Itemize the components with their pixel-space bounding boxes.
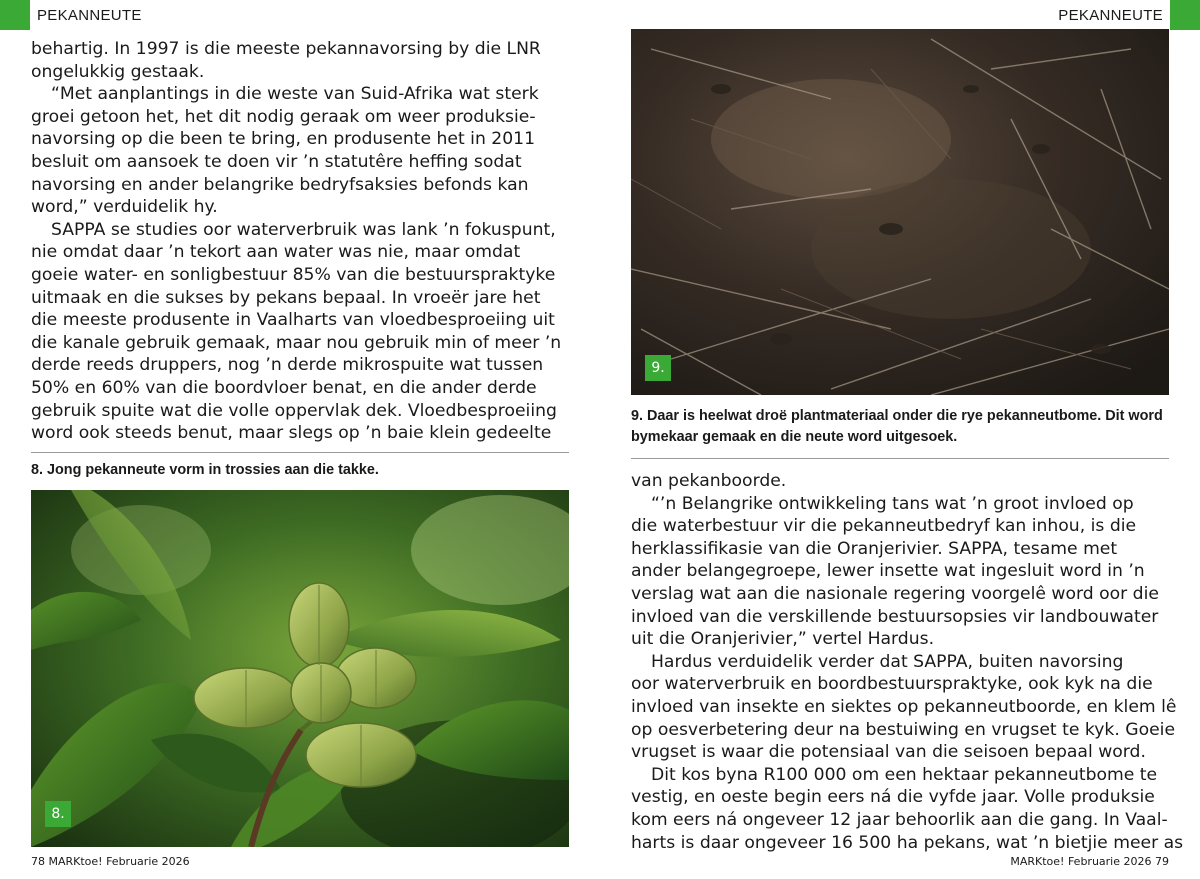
text-line: behartig. In 1997 is die meeste pekannavorsing by die LNR xyxy=(31,39,541,59)
text-line: die waterbestuur vir die pekanneutbedryf kan inhou, is die xyxy=(631,516,1137,537)
text-line: herklassifikasie van die Oranjerivier. SAPPA, tesame met xyxy=(631,538,1118,559)
text-line: besluit om aansoek te doen vir ’n statutêre heffing sodat xyxy=(31,151,522,172)
text-line: gebruik spuite wat die volle oppervlak dek. Vloedbesproeiing xyxy=(31,400,557,421)
text-line: vestig, en oeste begin eers ná die vyfde jaar. Volle produksie xyxy=(631,787,1155,808)
text-line: SAPPA se studies oor waterverbruik was lank ’n fokuspunt, xyxy=(51,219,556,240)
text-line: navorsing en ander belangrike bedryfsaksies befonds kan xyxy=(31,174,529,195)
text-line: verslag wat aan die nasionale regering voorgelê word oor die xyxy=(631,583,1159,604)
left-body-text xyxy=(31,38,561,445)
text-line: die kanale gebruik gemaak, maar nou gebruik min of meer ’n xyxy=(31,332,562,353)
page-folio-left: 78 MARKtoe! Februarie 2026 xyxy=(31,855,190,868)
text-line: ongelukkig gestaak. xyxy=(31,61,205,82)
text-line: oor waterverbruik en boordbestuurspraktyke, ook kyk na die xyxy=(631,674,1153,695)
orchard-floor-illustration xyxy=(631,29,1169,395)
text-line: goeie water- en sonligbestuur 85% van die bestuurspraktyke xyxy=(31,264,556,285)
text-line: van pekanboorde. xyxy=(631,471,787,491)
text-line: derde reeds druppers, nog ’n derde mikrospuite wat tussen xyxy=(31,355,544,376)
text-line: word ook steeds benut, maar slegs op ’n baie klein gedeelte xyxy=(31,423,552,444)
section-label: PEKANNEUTE xyxy=(37,6,142,24)
text-line: die meeste produsente in Vaalharts van vloedbesproeiing uit xyxy=(31,310,555,331)
figure-8-label: 8. xyxy=(45,801,71,827)
orchard-floor-photo xyxy=(631,29,1169,395)
text-line: Hardus verduidelik verder dat SAPPA, buiten navorsing xyxy=(651,651,1124,672)
section-tab-right xyxy=(1058,0,1200,30)
figure-8-caption: 8. Jong pekanneute vorm in trossies aan die takke. xyxy=(31,462,379,478)
text-line: op oesverbetering deur na bestuiwing en vrugset te kyk. Goeie xyxy=(631,719,1176,740)
text-line: “Met aanplantings in die weste van Suid-Afrika wat sterk xyxy=(51,84,539,105)
pecan-cluster-photo xyxy=(31,490,569,847)
figure-9-caption xyxy=(631,406,1176,448)
text-line: ander belangegroepe, lewer insette wat ingesluit word in ’n xyxy=(631,561,1145,582)
text-line: “’n Belangrike ontwikkeling tans wat ’n groot invloed op xyxy=(651,493,1134,514)
section-label: PEKANNEUTE xyxy=(1058,6,1163,24)
text-line: kom eers ná ongeveer 12 jaar behoorlik aan die gang. In Vaal- xyxy=(631,809,1168,830)
pecan-cluster-illustration xyxy=(31,490,569,847)
right-body-text xyxy=(631,470,1183,854)
text-line: uit die Oranjerivier,” vertel Hardus. xyxy=(631,629,935,650)
green-tab-marker xyxy=(1170,0,1200,30)
text-line: invloed van die verskillende bestuursopsies vir landbouwater xyxy=(631,606,1159,627)
text-line: navorsing op die been te bring, en produsente het in 2011 xyxy=(31,129,536,150)
text-line: invloed van insekte en siektes op pekanneutboorde, en klem lê xyxy=(631,696,1177,717)
figure-9-label: 9. xyxy=(645,355,671,381)
text-line: harts is daar ongeveer 16 500 ha pekans, wat ’n bietjie meer as xyxy=(631,832,1184,853)
section-tab-left xyxy=(0,0,142,30)
right-page xyxy=(600,0,1200,879)
text-line: vrugset is waar die potensiaal van die seisoen bepaal word. xyxy=(631,742,1146,763)
text-line: 50% en 60% van die boordvloer benat, en die ander derde xyxy=(31,377,537,398)
green-tab-marker xyxy=(0,0,30,30)
text-line: nie omdat daar ’n tekort aan water was nie, maar omdat xyxy=(31,242,521,263)
figure-9-caption-line: 9. Daar is heelwat droë plantmateriaal onder die rye pekanneutbome. Dit word xyxy=(631,408,1163,424)
text-line: word,” verduidelik hy. xyxy=(31,197,218,218)
caption-divider xyxy=(31,452,569,453)
figure-9-caption-line: bymekaar gemaak en die neute word uitgesoek. xyxy=(631,429,958,445)
text-line: groei getoon het, het dit nodig geraak om weer produksie- xyxy=(31,106,536,127)
text-line: uitmaak en die sukses by pekans bepaal. In vroeër jare het xyxy=(31,287,541,308)
page-folio-right: MARKtoe! Februarie 2026 79 xyxy=(1010,855,1169,868)
text-line: Dit kos byna R100 000 om een hektaar pekanneutbome te xyxy=(651,764,1158,785)
caption-divider xyxy=(631,458,1169,459)
